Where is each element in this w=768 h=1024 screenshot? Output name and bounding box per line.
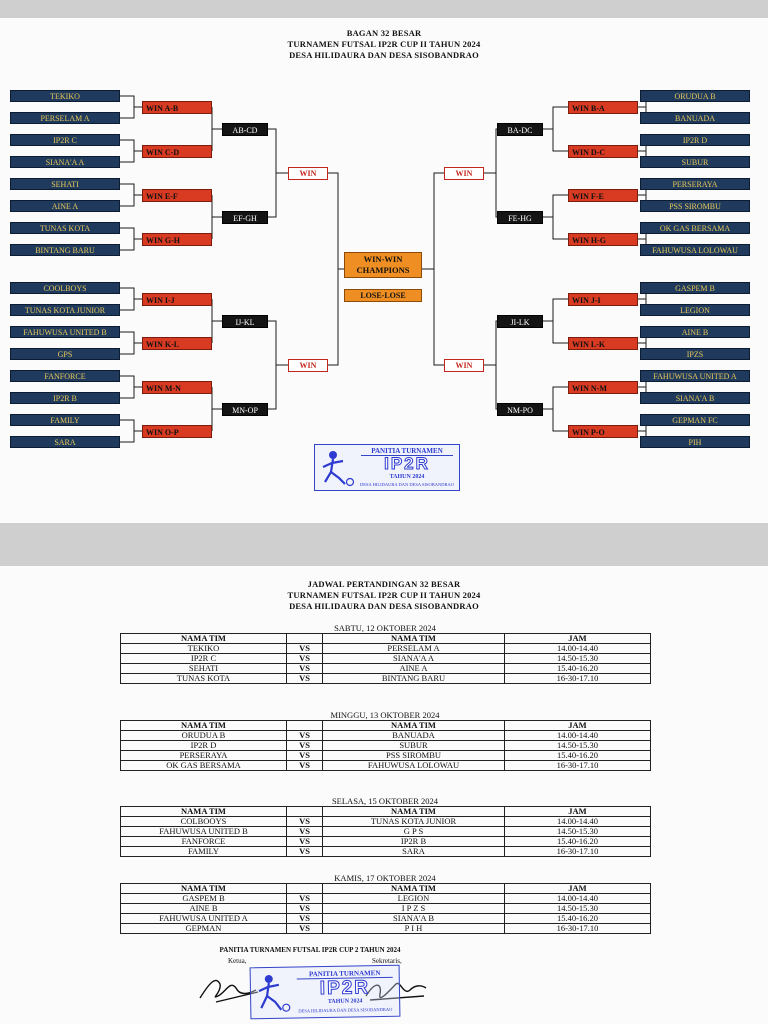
bracket-title-3: DESA HILIDAURA DAN DESA SISOBANDRAO xyxy=(289,50,479,60)
schedule-table-1 xyxy=(120,720,651,771)
stamp-village: DESA HILIDAURA DAN DESA SISOBANDRAO xyxy=(359,482,454,487)
vs-label: VS xyxy=(287,847,323,857)
schedule-date-2: SELASA, 15 OKTOBER 2024 xyxy=(331,796,439,806)
col-vs xyxy=(287,807,323,817)
schedule-page xyxy=(0,566,768,1024)
col-time: JAM xyxy=(505,634,651,644)
vs-label: VS xyxy=(287,731,323,741)
bracket-connector xyxy=(120,184,134,206)
right-team-9: LEGION xyxy=(640,304,750,316)
bracket-connector xyxy=(553,195,568,239)
table-row xyxy=(121,731,651,741)
right-qf-3: NM-PO xyxy=(497,403,543,416)
col-team-home: NAMA TIM xyxy=(121,884,287,894)
table-row xyxy=(121,817,651,827)
right-team-4: PERSERAYA xyxy=(640,178,750,190)
table-row xyxy=(121,741,651,751)
home-team: SEHATI xyxy=(121,664,287,674)
right-team-0: ORUDUA B xyxy=(640,90,750,102)
away-team: BANUADA xyxy=(323,731,505,741)
right-team-3: SUBUR xyxy=(640,156,750,168)
right-r1-4: WIN J-I xyxy=(568,293,638,306)
col-vs xyxy=(287,634,323,644)
left-team-9: TUNAS KOTA JUNIOR xyxy=(10,304,120,316)
left-team-14: FAMILY xyxy=(10,414,120,426)
left-sf-1: WIN xyxy=(288,359,328,372)
schedule-table-2 xyxy=(120,806,651,857)
match-time: 14.50-15.30 xyxy=(505,741,651,751)
match-time: 15.40-16.20 xyxy=(505,914,651,924)
right-qf-1: FE-HG xyxy=(497,211,543,224)
bracket-page xyxy=(0,18,768,523)
right-r1-7: WIN P-O xyxy=(568,425,638,438)
match-time: 14.00-14.40 xyxy=(505,894,651,904)
left-r1-5: WIN K-L xyxy=(142,337,212,350)
vs-label: VS xyxy=(287,894,323,904)
table-row xyxy=(121,674,651,684)
home-team: GEPMAN xyxy=(121,924,287,934)
bracket-title-2: TURNAMEN FUTSAL IP2R CUP II TAHUN 2024 xyxy=(287,39,481,49)
away-team: TUNAS KOTA JUNIOR xyxy=(323,817,505,827)
ketua-label: Ketua, xyxy=(228,957,247,965)
left-team-4: SEHATI xyxy=(10,178,120,190)
col-vs xyxy=(287,721,323,731)
col-team-home: NAMA TIM xyxy=(121,721,287,731)
stamp-year: TAHUN 2024 xyxy=(389,474,425,480)
bracket-connector xyxy=(268,321,276,409)
signature-title: PANITIA TURNAMEN FUTSAL IP2R CUP 2 TAHUN 2024 xyxy=(219,946,401,954)
bracket-connector xyxy=(268,129,276,217)
schedule-date-0: SABTU, 12 OKTOBER 2024 xyxy=(334,623,436,633)
away-team: PERSELAM A xyxy=(323,644,505,654)
match-time: 14.50-15.30 xyxy=(505,654,651,664)
right-team-1: BANUADA xyxy=(640,112,750,124)
left-team-13: IP2R B xyxy=(10,392,120,404)
bracket-connector xyxy=(120,288,134,310)
lose-box: LOSE-LOSE xyxy=(344,289,422,302)
table-header-row xyxy=(121,807,651,817)
right-r1-3: WIN H-G xyxy=(568,233,638,246)
left-sf-0: WIN xyxy=(288,167,328,180)
match-time: 14.00-14.40 xyxy=(505,817,651,827)
schedule-title-1: JADWAL PERTANDINGAN 32 BESAR xyxy=(307,579,461,589)
left-team-2: IP2R C xyxy=(10,134,120,146)
stamp-logo: IP2R xyxy=(319,977,371,1000)
footballer-icon xyxy=(317,448,357,488)
vs-label: VS xyxy=(287,654,323,664)
bracket-connector xyxy=(553,387,568,431)
col-team-away: NAMA TIM xyxy=(323,884,505,894)
left-qf-2: IJ-KL xyxy=(222,315,268,328)
bracket-connector xyxy=(434,173,444,365)
col-team-home: NAMA TIM xyxy=(121,807,287,817)
left-team-7: BINTANG BARU xyxy=(10,244,120,256)
table-row xyxy=(121,914,651,924)
bracket-connector xyxy=(120,332,134,354)
left-team-12: FANFORCE xyxy=(10,370,120,382)
home-team: AINE B xyxy=(121,904,287,914)
table-row xyxy=(121,761,651,771)
table-header-row xyxy=(121,634,651,644)
stamp-logo: IP2R xyxy=(384,454,430,473)
bracket-connector xyxy=(328,173,338,365)
right-team-7: FAHUWUSA LOLOWAU xyxy=(640,244,750,256)
left-r1-3: WIN G-H xyxy=(142,233,212,246)
table-row xyxy=(121,827,651,837)
match-time: 14.00-14.40 xyxy=(505,731,651,741)
schedule-stamp xyxy=(250,965,401,1020)
left-r1-4: WIN I-J xyxy=(142,293,212,306)
match-time: 14.50-15.30 xyxy=(505,827,651,837)
match-time: 15.40-16.20 xyxy=(505,664,651,674)
vs-label: VS xyxy=(287,741,323,751)
bracket-connector xyxy=(553,299,568,343)
home-team: FAHUWUSA UNITED A xyxy=(121,914,287,924)
home-team: FAMILY xyxy=(121,847,287,857)
home-team: ORUDUA B xyxy=(121,731,287,741)
left-team-8: COOLBOYS xyxy=(10,282,120,294)
right-sf-0: WIN xyxy=(444,167,484,180)
col-vs xyxy=(287,884,323,894)
bracket-connector xyxy=(120,420,134,442)
left-qf-3: MN-OP xyxy=(222,403,268,416)
home-team: TUNAS KOTA xyxy=(121,674,287,684)
committee-stamp xyxy=(314,444,460,491)
schedule-table-0 xyxy=(120,633,651,684)
home-team: OK GAS BERSAMA xyxy=(121,761,287,771)
left-qf-0: AB-CD xyxy=(222,123,268,136)
champion-line-1: WIN-WIN xyxy=(363,254,403,264)
footballer-icon xyxy=(253,972,294,1017)
vs-label: VS xyxy=(287,914,323,924)
right-team-6: OK GAS BERSAMA xyxy=(640,222,750,234)
vs-label: VS xyxy=(287,674,323,684)
left-r1-0: WIN A-B xyxy=(142,101,212,114)
col-team-away: NAMA TIM xyxy=(323,807,505,817)
left-team-1: PERSELAM A xyxy=(10,112,120,124)
right-r1-1: WIN D-C xyxy=(568,145,638,158)
right-team-14: GEPMAN FC xyxy=(640,414,750,426)
away-team: FAHUWUSA LOLOWAU xyxy=(323,761,505,771)
bracket-connector xyxy=(553,107,568,151)
table-row xyxy=(121,894,651,904)
away-team: I P Z S xyxy=(323,904,505,914)
away-team: AINE A xyxy=(323,664,505,674)
left-r1-7: WIN O-P xyxy=(142,425,212,438)
left-team-11: GPS xyxy=(10,348,120,360)
left-team-3: SIANA'A A xyxy=(10,156,120,168)
match-time: 14.50-15.30 xyxy=(505,904,651,914)
away-team: G P S xyxy=(323,827,505,837)
stamp-head: PANITIA TURNAMEN xyxy=(297,969,393,980)
bracket-connector xyxy=(120,376,134,398)
match-time: 14.00-14.40 xyxy=(505,644,651,654)
col-time: JAM xyxy=(505,884,651,894)
vs-label: VS xyxy=(287,644,323,654)
col-time: JAM xyxy=(505,721,651,731)
match-time: 16-30-17.10 xyxy=(505,674,651,684)
match-time: 16-30-17.10 xyxy=(505,761,651,771)
schedule-date-1: MINGGU, 13 OKTOBER 2024 xyxy=(330,710,440,720)
home-team: PERSERAYA xyxy=(121,751,287,761)
away-team: LEGION xyxy=(323,894,505,904)
right-qf-0: BA-DC xyxy=(497,123,543,136)
away-team: SIANA'A B xyxy=(323,914,505,924)
away-team: SIANA'A A xyxy=(323,654,505,664)
left-team-0: TEKIKO xyxy=(10,90,120,102)
schedule-title-3: DESA HILIDAURA DAN DESA SISOBANDRAO xyxy=(289,601,479,611)
home-team: IP2R C xyxy=(121,654,287,664)
vs-label: VS xyxy=(287,761,323,771)
vs-label: VS xyxy=(287,837,323,847)
vs-label: VS xyxy=(287,924,323,934)
champion-box xyxy=(344,252,422,278)
left-r1-6: WIN M-N xyxy=(142,381,212,394)
away-team: PSS SIROMBU xyxy=(323,751,505,761)
champion-line-2: CHAMPIONS xyxy=(356,265,410,275)
vs-label: VS xyxy=(287,664,323,674)
right-team-13: SIANA'A B xyxy=(640,392,750,404)
table-row xyxy=(121,654,651,664)
col-team-away: NAMA TIM xyxy=(323,721,505,731)
match-time: 15.40-16.20 xyxy=(505,837,651,847)
bracket-connector xyxy=(120,140,134,162)
col-team-away: NAMA TIM xyxy=(323,634,505,644)
right-qf-2: JI-LK xyxy=(497,315,543,328)
vs-label: VS xyxy=(287,904,323,914)
col-team-home: NAMA TIM xyxy=(121,634,287,644)
vs-label: VS xyxy=(287,817,323,827)
vs-label: VS xyxy=(287,827,323,837)
home-team: FANFORCE xyxy=(121,837,287,847)
table-row xyxy=(121,664,651,674)
away-team: SUBUR xyxy=(323,741,505,751)
left-team-6: TUNAS KOTA xyxy=(10,222,120,234)
right-sf-1: WIN xyxy=(444,359,484,372)
right-team-2: IP2R D xyxy=(640,134,750,146)
vs-label: VS xyxy=(287,751,323,761)
right-team-10: AINE B xyxy=(640,326,750,338)
home-team: TEKIKO xyxy=(121,644,287,654)
left-r1-1: WIN C-D xyxy=(142,145,212,158)
table-row xyxy=(121,644,651,654)
left-qf-1: EF-GH xyxy=(222,211,268,224)
schedule-title-2: TURNAMEN FUTSAL IP2R CUP II TAHUN 2024 xyxy=(287,590,481,600)
bracket-connector xyxy=(120,228,134,250)
right-r1-2: WIN F-E xyxy=(568,189,638,202)
table-row xyxy=(121,837,651,847)
stamp-village: DESA HILIDAURA DAN DESA SISOBANDRAO xyxy=(298,1006,393,1014)
table-row xyxy=(121,904,651,914)
bracket-connector xyxy=(496,321,497,409)
right-r1-0: WIN B-A xyxy=(568,101,638,114)
table-row xyxy=(121,924,651,934)
right-team-11: IPZS xyxy=(640,348,750,360)
table-row xyxy=(121,847,651,857)
home-team: FAHUWUSA UNITED B xyxy=(121,827,287,837)
away-team: SARA xyxy=(323,847,505,857)
away-team: P I H xyxy=(323,924,505,934)
left-r1-2: WIN E-F xyxy=(142,189,212,202)
right-team-5: PSS SIROMBU xyxy=(640,200,750,212)
right-team-15: PIH xyxy=(640,436,750,448)
stamp-head: PANITIA TURNAMEN xyxy=(361,447,453,456)
match-time: 16-30-17.10 xyxy=(505,847,651,857)
left-team-10: FAHUWUSA UNITED B xyxy=(10,326,120,338)
bracket-connector xyxy=(496,129,497,217)
col-time: JAM xyxy=(505,807,651,817)
home-team: IP2R D xyxy=(121,741,287,751)
match-time: 15.40-16.20 xyxy=(505,751,651,761)
table-row xyxy=(121,751,651,761)
right-r1-6: WIN N-M xyxy=(568,381,638,394)
right-team-8: GASPEM B xyxy=(640,282,750,294)
bracket-connector xyxy=(120,96,134,118)
home-team: COLBOOYS xyxy=(121,817,287,827)
away-team: IP2R B xyxy=(323,837,505,847)
right-team-12: FAHUWUSA UNITED A xyxy=(640,370,750,382)
match-time: 16-30-17.10 xyxy=(505,924,651,934)
away-team: BINTANG BARU xyxy=(323,674,505,684)
table-header-row xyxy=(121,721,651,731)
stamp-year: TAHUN 2024 xyxy=(327,998,363,1005)
home-team: GASPEM B xyxy=(121,894,287,904)
schedule-table-3 xyxy=(120,883,651,934)
left-team-5: AINE A xyxy=(10,200,120,212)
bracket-title-1: BAGAN 32 BESAR xyxy=(346,28,422,38)
schedule-date-3: KAMIS, 17 OKTOBER 2024 xyxy=(334,873,436,883)
table-header-row xyxy=(121,884,651,894)
left-team-15: SARA xyxy=(10,436,120,448)
right-r1-5: WIN L-K xyxy=(568,337,638,350)
sekretaris-label: Sekretaris, xyxy=(372,957,402,965)
